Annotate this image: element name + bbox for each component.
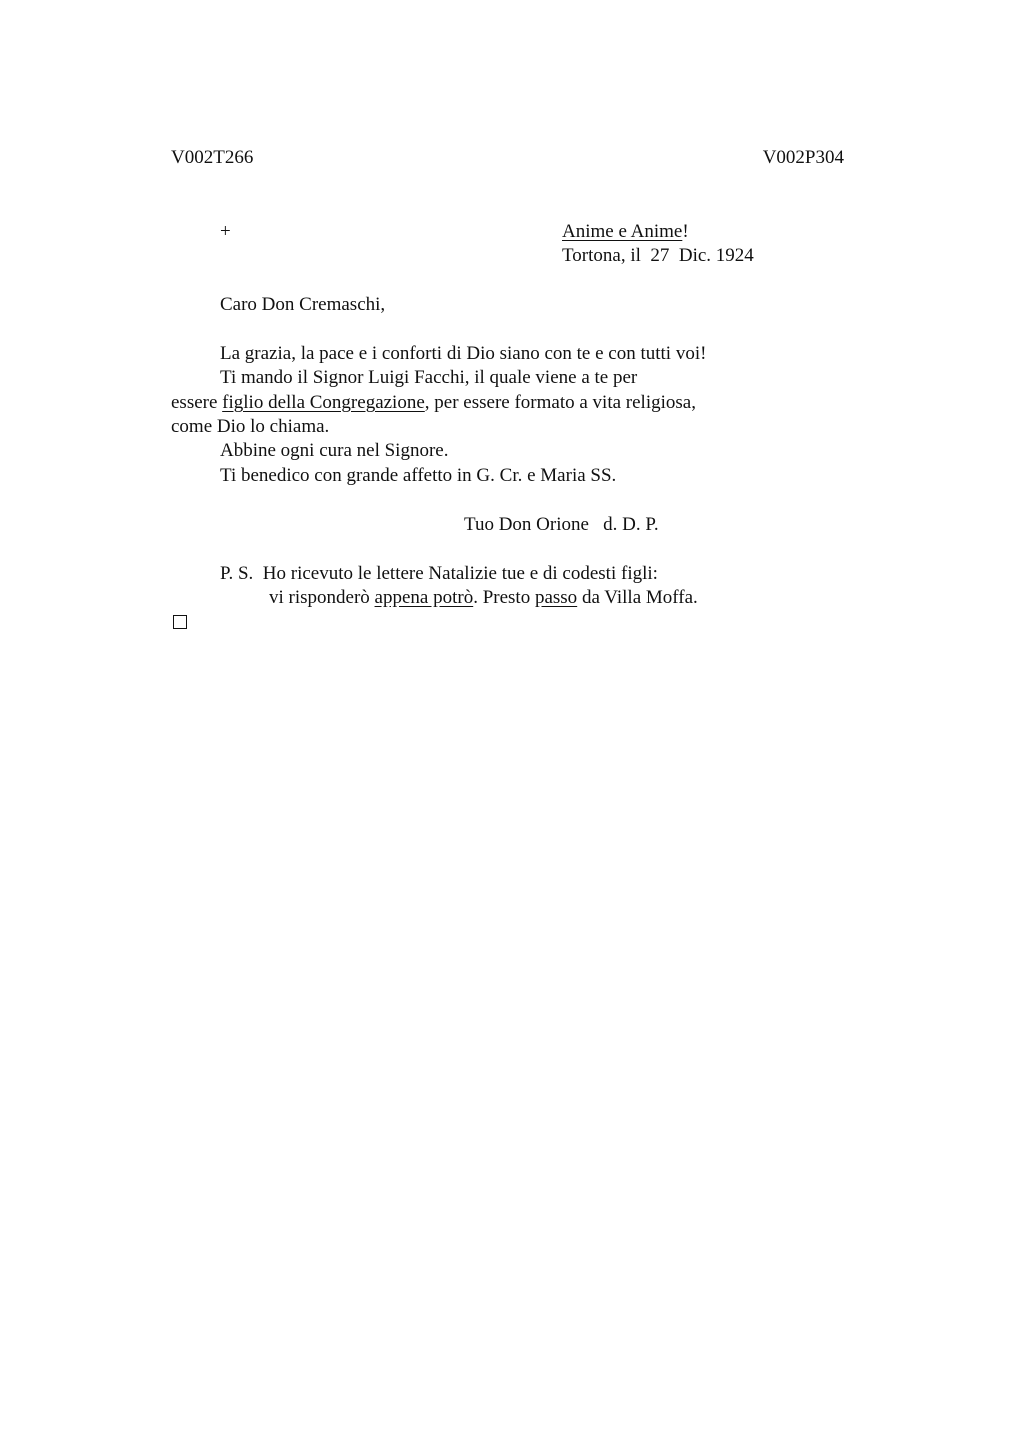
end-of-document-box-icon — [173, 615, 187, 629]
signature: Tuo Don Orione d. D. P. — [464, 514, 659, 535]
body-line-3-underlined: figlio della Congregazione — [222, 392, 425, 413]
postscript-line-2-prefix: vi risponderò — [269, 587, 375, 608]
body-line-3-prefix: essere — [171, 392, 223, 413]
body-line-4: come Dio lo chiama. — [171, 416, 330, 437]
place-date: Tortona, il 27 Dic. 1924 — [562, 245, 754, 266]
document-code-right: V002P304 — [762, 147, 844, 168]
postscript-line-2 — [269, 586, 698, 610]
postscript-line-2-mid: . Presto — [473, 587, 535, 608]
salutation: Caro Don Cremaschi, — [220, 294, 386, 315]
motto-suffix: ! — [682, 221, 689, 242]
body-line-1: La grazia, la pace e i conforti di Dio siano con te e con tutti voi! — [220, 343, 707, 364]
postscript-line-1: P. S. Ho ricevuto le lettere Natalizie tue e di codesti figli: — [220, 563, 658, 584]
motto-underlined: Anime e Anime — [562, 221, 683, 242]
document-code-left: V002T266 — [171, 147, 254, 168]
body-line-6: Ti benedico con grande affetto in G. Cr. e Maria SS. — [220, 465, 617, 486]
body-line-5: Abbine ogni cura nel Signore. — [220, 440, 449, 461]
body-line-3 — [171, 391, 696, 415]
body-line-3-suffix: , per essere formato a vita religiosa, — [424, 392, 696, 413]
postscript-underlined-1: appena potrò — [374, 587, 474, 608]
cross-symbol: + — [220, 221, 231, 242]
postscript-underlined-2: passo — [534, 587, 578, 608]
postscript-line-2-suffix: da Villa Moffa. — [577, 587, 698, 608]
motto — [562, 220, 689, 244]
body-line-2: Ti mando il Signor Luigi Facchi, il quale viene a te per — [220, 367, 638, 388]
